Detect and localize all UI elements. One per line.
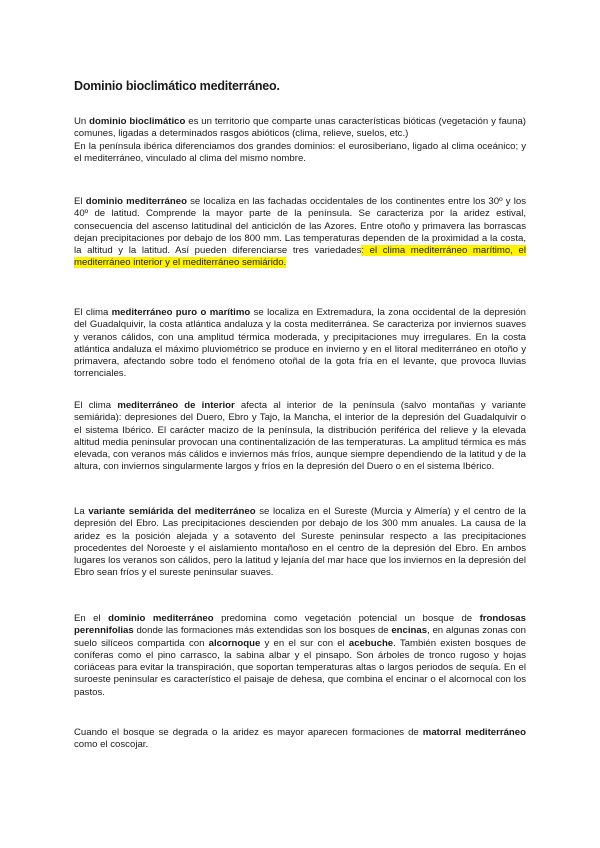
text: se localiza en el Sureste (Murcia y Almería) y el centro de la depresión del Ebro. Las precipitaciones descienden por debajo de los 300 mm anuales. La causa de la aridez es la posición alejada y a sotavento del Sureste peninsular respecto a las precipitaciones procedentes del Noroeste y el aislamiento montañoso en el centro de la depresión del Ebro. En ambos lugares los veranos son cálidos, pero la latitud y lejanía del mar hace que los inviernos en la depresión del Ebro sean fríos y el sureste peninsular suaves.	[74, 506, 527, 579]
text: se localiza en Extremadura, la zona occidental de la depresión del Guadalquivir, la costa atlántica andaluza y la costa mediterránea. Se caracteriza por inviernos suaves y veranos cálidos, con una amplitud térmica moderada, y precipitaciones muy irregulares. En la costa atlántica andaluza el máximo pluviométrico se produce en invierno y en el litoral mediterráneo en otoño y primavera, afectando sobre todo el fenómeno otoñal de la gota fría en el levante, que provoca lluvias torrenciales.	[74, 307, 527, 380]
text: , en algunas zonas con suelo silíceos compartida con	[74, 625, 526, 649]
bold-term: mediterráneo de interior	[117, 400, 235, 411]
bold-term: alcornoque	[208, 637, 261, 649]
bold-term: dominio mediterráneo	[108, 613, 214, 624]
bold-term: frondosas perennifolias	[74, 613, 526, 637]
paragraph-definition	[74, 116, 526, 165]
text: predomina como vegetación potencial un bosque de	[213, 613, 480, 624]
paragraph-semiarid-variant	[74, 506, 526, 580]
text: . También existen bosques de coníferas como el pino carrasco, la sabina albar y el pinsapo. Son árboles de tronco rugoso y hojas coriáceas para evitar la transpiración, que soportan temperaturas altas o largos periodos de sequía. En el suroeste peninsular es característico el paisaje de dehesa, que combina el encinar o el alcornocal con los pastos.	[74, 637, 526, 698]
text: y en el sur con el	[260, 637, 349, 649]
bold-term: encinas	[391, 625, 428, 637]
text: se localiza en las fachadas occidentales de los continentes entre los 30º y los 40º de latitud. Comprende la mayor parte de la península. Se caracteriza por la aridez estival, consecuencia del ascenso latitudinal del anticiclón de las Azores. Entre otoño y primavera las borrascas dejan precipitaciones por debajo de los 800 mm. Las temperaturas dependen de la proximidad a la costa, la altitud y la latitud. Así pueden diferenciarse tres variedades	[74, 196, 526, 257]
text: afecta al interior de la península (salvo montañas y variante semiárida): depresiones del Duero, Ebro y Tajo, la Mancha, el interior de la depresión del Guadalquivir o el sistema Ibérico. El carácter macizo de la península, la distribución periférica del relieve y la elevada altitud media peninsular provocan una continentalización de las temperaturas. La amplitud térmica es más elevada, con veranos más cálidos e inviernos más fríos, aunque siempre dependiendo de la latitud y de la altura, con inviernos singularmente largos y fríos en la depresión del Duero o en el sistema Ibérico.	[74, 400, 527, 473]
text: El clima	[74, 307, 112, 318]
text: es un territorio que comparte unas características bióticas (vegetación y fauna) comunes, ligadas a determinados rasgos abióticos (clima, relieve, suelos, etc.)	[74, 116, 526, 140]
bold-term: dominio bioclimático	[89, 116, 186, 127]
text: donde las formaciones más extendidas son los bosques de	[133, 625, 392, 637]
paragraph-interior-climate	[74, 400, 526, 474]
bold-term: variante semiárida del mediterráneo	[88, 506, 256, 517]
paragraph-maritime-climate	[74, 307, 526, 381]
bold-term: mediterráneo puro o marítimo	[111, 307, 251, 318]
paragraph-mediterranean-domain	[74, 196, 526, 270]
text: Un	[74, 116, 90, 127]
bold-term: matorral mediterráneo	[422, 727, 526, 738]
highlighted-text: : el clima mediterráneo marítimo, el mediterráneo interior y el mediterráneo semiárido.	[74, 245, 526, 269]
bold-term: dominio mediterráneo	[85, 196, 187, 207]
text: En el	[74, 613, 109, 624]
text: El	[74, 196, 86, 207]
page-title: Dominio bioclimático mediterráneo.	[74, 79, 280, 93]
text: como el coscojar.	[74, 739, 149, 751]
text: La	[74, 506, 89, 517]
paragraph-matorral	[74, 727, 526, 752]
bold-term: acebuche	[348, 637, 394, 649]
text: En la península ibérica diferenciamos dos grandes dominios: el eurosiberiano, ligado al clima oceánico; y el mediterráneo, vinculado al clima del mismo nombre.	[74, 140, 526, 164]
text: El clima	[74, 400, 118, 411]
text: Cuando el bosque se degrada o la aridez es mayor aparecen formaciones de	[74, 727, 423, 738]
paragraph-vegetation	[74, 613, 526, 699]
